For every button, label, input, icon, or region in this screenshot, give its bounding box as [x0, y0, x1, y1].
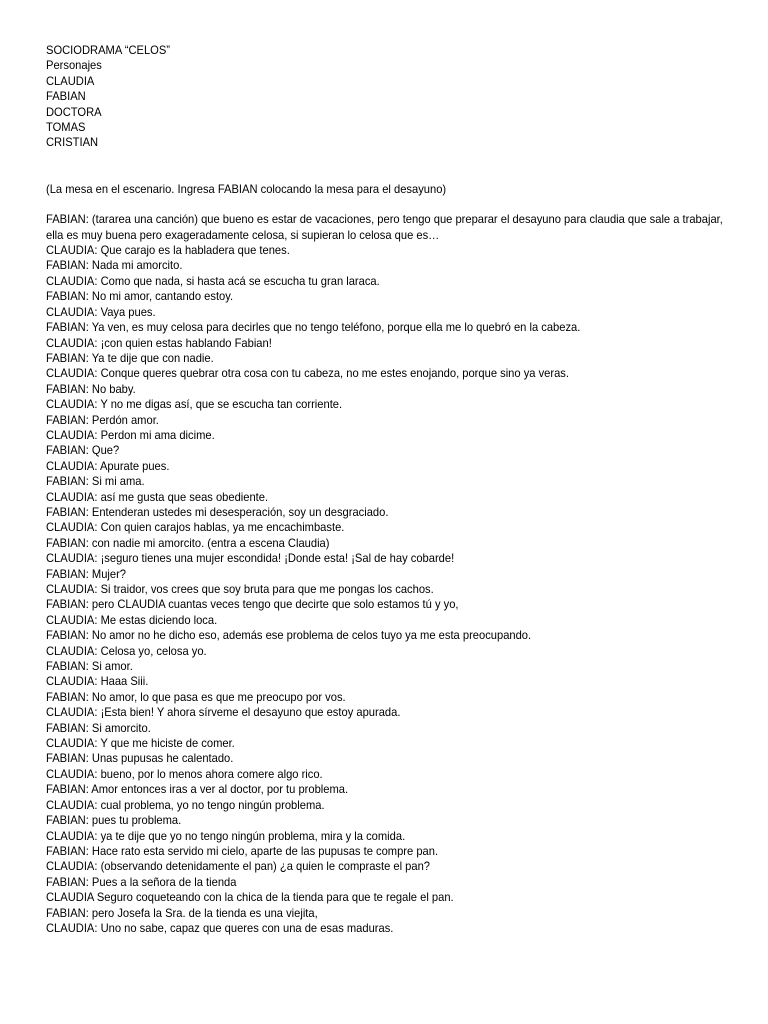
- character-name: DOCTORA: [46, 104, 102, 119]
- dialogue-line: FABIAN: Ya ven, es muy celosa para decirles que no tengo teléfono, porque ella me lo quebró en la cabeza.: [46, 320, 581, 335]
- dialogue-line: FABIAN: Si mi ama.: [46, 474, 145, 489]
- dialogue-line: FABIAN: Nada mi amorcito.: [46, 258, 183, 273]
- dialogue-line: FABIAN: No baby.: [46, 381, 136, 396]
- dialogue-line: FABIAN: Unas pupusas he calentado.: [46, 751, 234, 766]
- character-name: CRISTIAN: [46, 135, 99, 150]
- dialogue-line: FABIAN: con nadie mi amorcito. (entra a escena Claudia): [46, 535, 330, 550]
- dialogue-line: CLAUDIA: Vaya pues.: [46, 304, 156, 319]
- dialogue-line: CLAUDIA: Con quien carajos hablas, ya me encachimbaste.: [46, 520, 345, 535]
- dialogue-line: CLAUDIA: así me gusta que seas obediente.: [46, 489, 269, 504]
- dialogue-line: FABIAN: Si amor.: [46, 659, 133, 674]
- dialogue-line: FABIAN: pero Josefa la Sra. de la tienda es una viejita,: [46, 905, 318, 920]
- dialogue-line: CLAUDIA: Celosa yo, celosa yo.: [46, 643, 207, 658]
- dialogue-line: CLAUDIA: ¡seguro tienes una mujer escondida! ¡Donde esta! ¡Sal de hay cobarde!: [46, 551, 455, 566]
- dialogue-line: CLAUDIA: Como que nada, si hasta acá se escucha tu gran laraca.: [46, 273, 380, 288]
- spacer: [46, 197, 688, 212]
- document-title: SOCIODRAMA “CELOS”: [46, 43, 171, 57]
- dialogue-line: CLAUDIA: Si traidor, vos crees que soy bruta para que me pongas los cachos.: [46, 582, 434, 596]
- dialogue-line: FABIAN: Si amorcito.: [46, 720, 151, 735]
- dialogue-line: FABIAN: Ya te dije que con nadie.: [46, 350, 214, 365]
- dialogue-line: CLAUDIA: Haaa Siii.: [46, 674, 149, 689]
- dialogue-line: CLAUDIA: Apurate pues.: [46, 458, 170, 473]
- character-list: [46, 74, 688, 151]
- dialogue-line: FABIAN: Hace rato esta servido mi cielo, aparte de las pupusas te compre pan.: [46, 843, 439, 858]
- dialogue-line: CLAUDIA: (observando detenidamente el pan) ¿a quien le compraste el pan?: [46, 859, 431, 874]
- dialogue-list: [46, 243, 688, 936]
- spacer: [46, 151, 688, 182]
- dialogue-line: CLAUDIA: Y no me digas así, que se escucha tan corriente.: [46, 397, 343, 412]
- dialogue-line: CLAUDIA: ¡con quien estas hablando Fabian!: [46, 335, 272, 350]
- character-name: FABIAN: [46, 89, 86, 104]
- dialogue-line: FABIAN: No amor, lo que pasa es que me preocupo por vos.: [46, 689, 346, 704]
- character-name: CLAUDIA: [46, 73, 95, 88]
- dialogue-line: FABIAN: pero CLAUDIA cuantas veces tengo que decirte que solo estamos tú y yo,: [46, 597, 459, 612]
- dialogue-line: CLAUDIA: Que carajo es la habladera que tenes.: [46, 243, 290, 258]
- dialogue-line: CLAUDIA Seguro coqueteando con la chica de la tienda para que te regale el pan.: [46, 890, 454, 905]
- dialogue-line: CLAUDIA: Me estas diciendo loca.: [46, 612, 218, 627]
- dialogue-line: FABIAN: Perdón amor.: [46, 412, 159, 427]
- dialogue-line: FABIAN: Amor entonces iras a ver al doctor, por tu problema.: [46, 782, 349, 797]
- dialogue-line: CLAUDIA: Perdon mi ama dicime.: [46, 427, 215, 442]
- dialogue-line: CLAUDIA: cual problema, yo no tengo ningún problema.: [46, 797, 325, 812]
- dialogue-line: CLAUDIA: ¡Esta bien! Y ahora sírveme el desayuno que estoy apurada.: [46, 705, 401, 720]
- dialogue-line: CLAUDIA: Y que me hiciste de comer.: [46, 736, 235, 751]
- stage-direction: (La mesa en el escenario. Ingresa FABIAN colocando la mesa para el desayuno): [46, 181, 447, 196]
- script-document: [46, 43, 723, 936]
- dialogue-line: FABIAN: Que?: [46, 443, 120, 458]
- dialogue-line: FABIAN: No mi amor, cantando estoy.: [46, 289, 234, 304]
- dialogue-line: CLAUDIA: bueno, por lo menos ahora comere algo rico.: [46, 766, 323, 781]
- dialogue-line: FABIAN: pues tu problema.: [46, 813, 182, 828]
- dialogue-line: FABIAN: Pues a la señora de la tienda: [46, 874, 237, 889]
- dialogue-line: CLAUDIA: ya te dije que yo no tengo ningún problema, mira y la comida.: [46, 828, 406, 843]
- dialogue-line: CLAUDIA: Conque queres quebrar otra cosa con tu cabeza, no me estes enojando, porque sino ya veras.: [46, 366, 569, 381]
- dialogue-line: FABIAN: Mujer?: [46, 566, 127, 581]
- opening-line: FABIAN: (tararea una canción) que bueno es estar de vacaciones, pero tengo que preparar el desayuno para claudia que sale a trabajar, ella es muy buena pero exageradamente celosa, si supieran lo celosa que es…: [46, 212, 723, 242]
- dialogue-line: CLAUDIA: Uno no sabe, capaz que queres con una de esas maduras.: [46, 920, 394, 935]
- character-name: TOMAS: [46, 120, 86, 135]
- characters-heading: Personajes: [46, 58, 102, 73]
- dialogue-line: FABIAN: Entenderan ustedes mi desesperación, soy un desgraciado.: [46, 504, 389, 519]
- dialogue-line: FABIAN: No amor no he dicho eso, además ese problema de celos tuyo ya me esta preocupando.: [46, 628, 532, 643]
